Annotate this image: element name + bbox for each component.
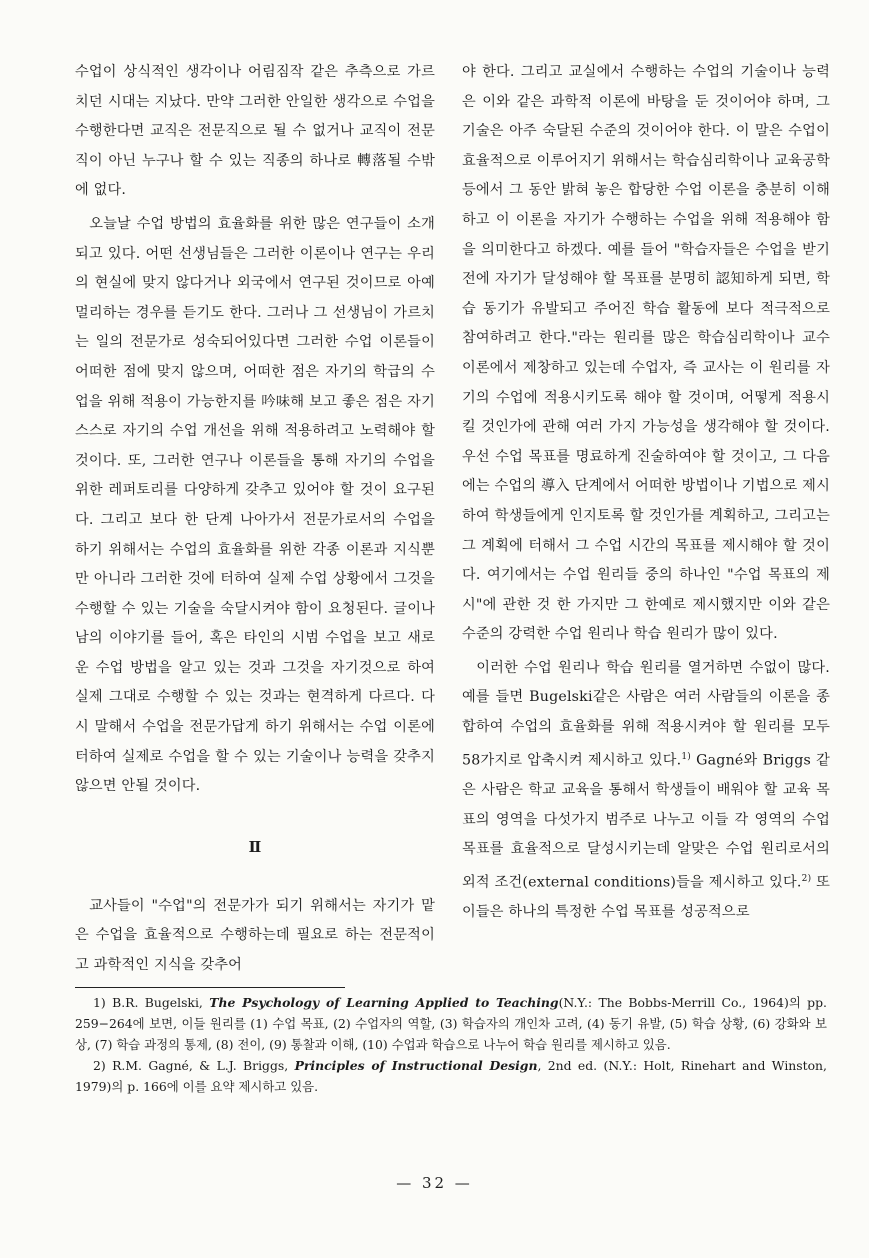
footnote-2-pre: 2) R.M. Gagné, & L.J. Briggs, <box>93 1058 295 1073</box>
left-column <box>75 58 435 981</box>
footnote-ref-1: 1) <box>681 751 691 762</box>
left-paragraph-2: 오늘날 수업 방법의 효율화를 위한 많은 연구들이 소개되고 있다. 어떤 선생님들은 그러한 이론이나 연구는 우리의 현실에 맞지 않다거나 외국에서 연구된 것이므로 아예 멀리하는 경우를 듣기도 한다. 그러나 그 선생님이 가르치는 일의 전문가로 성숙되어있다면 그러한 수업 이론들이 어떠한 점에 맞지 않으며, 어떠한 점은 자기의 학급의 수업을 위해 적용이 가능한지를 吟味해 보고 좋은 점은 자기 스스로 자기의 수업 개선을 위해 적용하려고 노력해야 할 것이다. 또, 그러한 연구나 이론들을 통해 자기의 수업을 위한 레퍼토리를 다양하게 갖추고 있어야 할 것이 요구된다. 그리고 보다 한 단계 나아가서 전문가로서의 수업을 하기 위해서는 수업의 효율화를 위한 각종 이론과 지식뿐만 아니라 그러한 것에 터하여 실제 수업 상황에서 그것을 수행할 수 있는 기술을 숙달시켜야 함이 요청된다. 글이나 남의 이야기를 들어, 혹은 타인의 시범 수업을 보고 새로운 수업 방법을 알고 있는 것과 그것을 자기것으로 하여 실제 그대로 수행할 수 있는 것과는 현격하게 다르다. 다시 말해서 수업을 전문가답게 하기 위해서는 수업 이론에 터하여 실제로 수업을 할 수 있는 기술이나 능력을 갖추지 않으면 안될 것이다. <box>75 215 435 795</box>
right-paragraph-2 <box>462 654 830 928</box>
right-paragraph-1: 야 한다. 그리고 교실에서 수행하는 수업의 기술이나 능력은 이와 같은 과학적 이론에 바탕을 둔 것이어야 하며, 그 기술은 아주 숙달된 수준의 것이어야 한다. 이 말은 수업이 효율적으로 이루어지기 위해서는 학습심리학이나 교육공학 등에서 그 동안 밝혀 놓은 합당한 수업 이론을 충분히 이해하고 이 이론을 자기가 수행하는 수업을 위해 적용해야 함을 의미한다고 하겠다. 예를 들어 "학습자들은 수업을 받기 전에 자기가 달성해야 할 목표를 분명히 認知하게 되면, 학습 동기가 유발되고 주어진 학습 활동에 보다 적극적으로 참여하려고 한다."라는 원리를 많은 학습심리학이나 교수 이론에서 제창하고 있는데 수업자, 즉 교사는 이 원리를 자기의 수업에 적용시키도록 해야 할 것이며, 어떻게 적용시킬 것인가에 관해 여러 가지 가능성을 생각해야 할 것이다. 우선 수업 목표를 명료하게 진술하여야 할 것이고, 그 다음에는 수업의 導入 단계에서 어떠한 방법이나 기법으로 제시하여 학생들에게 인지토록 할 것인가를 계획하고, 그리고는 그 계획에 터해서 그 수업 시간의 목표를 제시해야 할 것이다. 여기에서는 수업 원리들 중의 하나인 "수업 목표의 제시"에 관한 것 한 가지만 그 한예로 제시했지만 이와 같은 수준의 강력한 수업 원리나 학습 원리가 많이 있다. <box>462 64 830 643</box>
footnotes <box>75 992 827 1097</box>
footnote-ref-2: 2) <box>801 873 812 884</box>
footnote-divider <box>75 987 345 988</box>
right-paragraph-2-part-c: 또 이들은 하나의 특정한 수업 목표를 성공적으로 <box>462 874 830 921</box>
left-paragraph-1: 수업이 상식적인 생각이나 어림짐작 같은 추측으로 가르치던 시대는 지났다. 만약 그러한 안일한 생각으로 수업을 수행한다면 교직은 전문직으로 될 수 없거나 교직이 전문직이 아닌 누구나 할 수 있는 직종의 하나로 轉落될 수밖에 없다. <box>75 64 435 199</box>
footnote-1-post: (N.Y.: The Bobbs-Merrill Co., 1964)의 pp. 259−264에 보면, 이들 원리를 (1) 수업 목표, (2) 수업자의 역할, (3) 학습자의 개인차 고려, (4) 동기 유발, (5) 학습 상황, (6) 강화와 보상, (7) 학습 과정의 통제, (8) 전이, (9) 통찰과 이해, (10) 수업과 학습으로 나누어 학습 원리를 제시하고 있음. <box>75 995 827 1052</box>
left-paragraph-3: 교사들이 "수업"의 전문가가 되기 위해서는 자기가 맡은 수업을 효율적으로 수행하는데 필요로 하는 전문적이고 과학적인 지식을 갖추어 <box>75 897 435 974</box>
footnote-1-pre: 1) B.R. Bugelski, <box>93 995 210 1010</box>
right-paragraph-2-part-a: 이러한 수업 원리나 학습 원리를 열거하면 수없이 많다. 예를 들면 Bugelski같은 사람은 여러 사람들의 이론을 종합하여 수업의 효율화를 위해 적용시켜야 할 원리를 모두 58가지로 압축시켜 제시하고 있다. <box>462 659 830 769</box>
section-heading: Ⅱ <box>248 837 262 856</box>
right-column <box>462 58 830 928</box>
footnote-1 <box>75 992 827 1055</box>
footnote-2-post: , 2nd ed. (N.Y.: Holt, Rinehart and Winston, 1979)의 p. 166에 이를 요약 제시하고 있음. <box>75 1058 827 1094</box>
footnote-2 <box>75 1055 827 1097</box>
right-paragraph-2-part-b: Gagné와 Briggs 같은 사람은 학교 교육을 통해서 학생들이 배워야 할 교육 목표의 영역을 다섯가지 범주로 나누고 이들 각 영역의 수업 목표를 효율적으로 달성시키는데 알맞은 수업 원리로서의 외적 조건(external conditions)들을 제시하고 있다. <box>462 752 830 891</box>
footnote-2-title: Principles of Instructional Design <box>294 1058 538 1073</box>
page-number: — 32 — <box>396 1174 473 1192</box>
footnote-1-title: The Psychology of Learning Applied to Teaching <box>209 995 559 1010</box>
